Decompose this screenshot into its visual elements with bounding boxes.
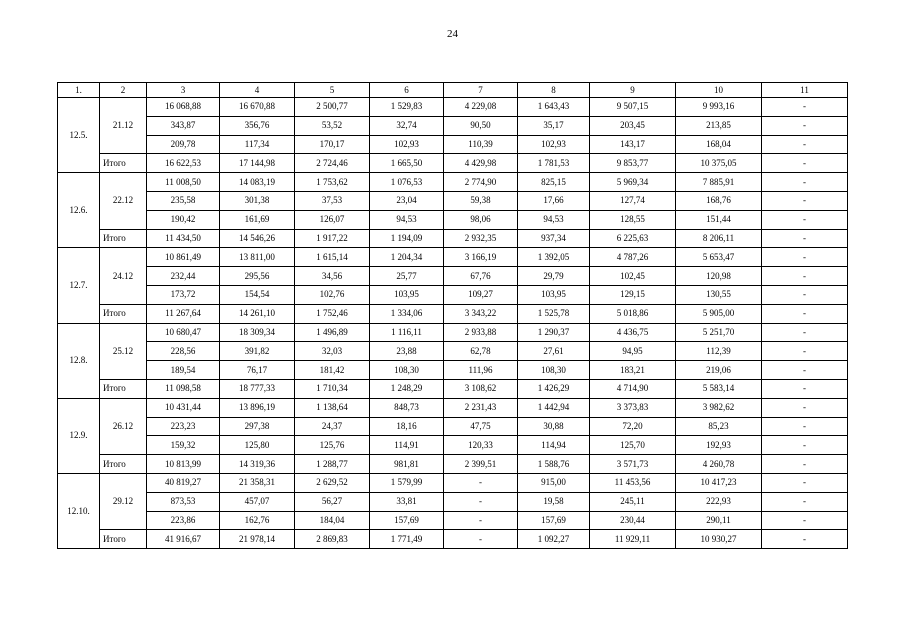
value-cell: 23,04 (370, 191, 444, 210)
value-cell: 1 194,09 (370, 229, 444, 248)
total-label-cell: Итого (100, 530, 147, 549)
value-cell: 90,50 (444, 116, 518, 135)
value-cell: 223,86 (147, 511, 220, 530)
value-cell: 9 993,16 (676, 98, 762, 117)
table-row (58, 135, 848, 154)
value-cell: 3 108,62 (444, 379, 518, 398)
date-cell: 24.12 (100, 248, 147, 304)
value-cell: 1 392,05 (518, 248, 590, 267)
value-cell: 16 068,88 (147, 98, 220, 117)
value-cell: 4 714,90 (590, 379, 676, 398)
value-cell: 111,96 (444, 361, 518, 380)
value-cell: 1 753,62 (295, 173, 370, 192)
item-number-cell: 12.10. (58, 473, 100, 548)
value-cell: 14 546,26 (220, 229, 295, 248)
column-header: 5 (295, 83, 370, 98)
date-cell: 26.12 (100, 398, 147, 454)
value-cell: 7 885,91 (676, 173, 762, 192)
value-cell: 103,95 (518, 285, 590, 304)
value-cell: 125,70 (590, 436, 676, 455)
value-cell: 10 930,27 (676, 530, 762, 549)
value-cell: 127,74 (590, 191, 676, 210)
column-header: 1. (58, 83, 100, 98)
date-cell: 22.12 (100, 173, 147, 229)
value-cell: - (762, 530, 848, 549)
page-number: 24 (447, 28, 458, 40)
value-cell: 184,04 (295, 511, 370, 530)
value-cell: 143,17 (590, 135, 676, 154)
value-cell: 108,30 (518, 361, 590, 380)
value-cell: 1 588,76 (518, 455, 590, 474)
value-cell: - (444, 473, 518, 492)
value-cell: 11 098,58 (147, 379, 220, 398)
value-cell: 14 319,36 (220, 455, 295, 474)
total-label-cell: Итого (100, 229, 147, 248)
value-cell: 5 251,70 (676, 323, 762, 342)
value-cell: 102,93 (370, 135, 444, 154)
column-header: 7 (444, 83, 518, 98)
value-cell: 114,94 (518, 436, 590, 455)
value-cell: 9 507,15 (590, 98, 676, 117)
column-header: 10 (676, 83, 762, 98)
value-cell: 192,93 (676, 436, 762, 455)
value-cell: 16 670,88 (220, 98, 295, 117)
value-cell: 1 290,37 (518, 323, 590, 342)
value-cell: - (762, 473, 848, 492)
value-cell: 23,88 (370, 342, 444, 361)
value-cell: 125,76 (295, 436, 370, 455)
value-cell: 94,53 (518, 210, 590, 229)
value-cell: 5 653,47 (676, 248, 762, 267)
value-cell: 1 529,83 (370, 98, 444, 117)
value-cell: 5 905,00 (676, 304, 762, 323)
value-cell: 1 525,78 (518, 304, 590, 323)
value-cell: 213,85 (676, 116, 762, 135)
value-cell: 41 916,67 (147, 530, 220, 549)
value-cell: 21 358,31 (220, 473, 295, 492)
value-cell: 67,76 (444, 267, 518, 286)
table-header-row (58, 83, 848, 98)
value-cell: 108,30 (370, 361, 444, 380)
value-cell: 848,73 (370, 398, 444, 417)
value-cell: 2 231,43 (444, 398, 518, 417)
value-cell: 2 629,52 (295, 473, 370, 492)
value-cell: 232,44 (147, 267, 220, 286)
table-row (58, 342, 848, 361)
value-cell: - (762, 379, 848, 398)
value-cell: 27,61 (518, 342, 590, 361)
total-label-cell: Итого (100, 304, 147, 323)
value-cell: 112,39 (676, 342, 762, 361)
value-cell: 109,27 (444, 285, 518, 304)
value-cell: 13 811,00 (220, 248, 295, 267)
value-cell: 1 442,94 (518, 398, 590, 417)
value-cell: 34,56 (295, 267, 370, 286)
value-cell: 3 571,73 (590, 455, 676, 474)
value-cell: 222,93 (676, 492, 762, 511)
value-cell: - (762, 417, 848, 436)
value-cell: 13 896,19 (220, 398, 295, 417)
value-cell: 6 225,63 (590, 229, 676, 248)
value-cell: 981,81 (370, 455, 444, 474)
value-cell: 30,88 (518, 417, 590, 436)
value-cell: 16 622,53 (147, 154, 220, 173)
value-cell: 825,15 (518, 173, 590, 192)
value-cell: 10 680,47 (147, 323, 220, 342)
value-cell: 94,53 (370, 210, 444, 229)
value-cell: - (762, 154, 848, 173)
value-cell: 56,27 (295, 492, 370, 511)
value-cell: 228,56 (147, 342, 220, 361)
value-cell: 3 982,62 (676, 398, 762, 417)
value-cell: 11 434,50 (147, 229, 220, 248)
value-cell: 1 665,50 (370, 154, 444, 173)
value-cell: 72,20 (590, 417, 676, 436)
value-cell: 18 309,34 (220, 323, 295, 342)
value-cell: - (762, 135, 848, 154)
value-cell: 110,39 (444, 135, 518, 154)
value-cell: 5 969,34 (590, 173, 676, 192)
value-cell: 126,07 (295, 210, 370, 229)
column-header: 6 (370, 83, 444, 98)
value-cell: 4 436,75 (590, 323, 676, 342)
table-row (58, 285, 848, 304)
value-cell: 873,53 (147, 492, 220, 511)
value-cell: 1 781,53 (518, 154, 590, 173)
value-cell: 183,21 (590, 361, 676, 380)
total-row (58, 455, 848, 474)
data-table (57, 82, 848, 549)
value-cell: 40 819,27 (147, 473, 220, 492)
item-number-cell: 12.6. (58, 173, 100, 248)
table-row (58, 511, 848, 530)
table-row (58, 323, 848, 342)
table-row (58, 417, 848, 436)
value-cell: 3 373,83 (590, 398, 676, 417)
value-cell: 1 076,53 (370, 173, 444, 192)
value-cell: 2 724,46 (295, 154, 370, 173)
total-row (58, 530, 848, 549)
value-cell: 457,07 (220, 492, 295, 511)
value-cell: 2 932,35 (444, 229, 518, 248)
table-row (58, 473, 848, 492)
value-cell: 98,06 (444, 210, 518, 229)
value-cell: 19,58 (518, 492, 590, 511)
value-cell: 1 334,06 (370, 304, 444, 323)
value-cell: - (762, 191, 848, 210)
value-cell: - (444, 530, 518, 549)
total-row (58, 229, 848, 248)
column-header: 8 (518, 83, 590, 98)
value-cell: 1 752,46 (295, 304, 370, 323)
value-cell: 102,45 (590, 267, 676, 286)
value-cell: 209,78 (147, 135, 220, 154)
value-cell: 3 343,22 (444, 304, 518, 323)
value-cell: 173,72 (147, 285, 220, 304)
value-cell: 18 777,33 (220, 379, 295, 398)
value-cell: 102,76 (295, 285, 370, 304)
value-cell: 391,82 (220, 342, 295, 361)
value-cell: 76,17 (220, 361, 295, 380)
total-row (58, 154, 848, 173)
value-cell: 94,95 (590, 342, 676, 361)
table-row (58, 98, 848, 117)
column-header: 9 (590, 83, 676, 98)
date-cell: 25.12 (100, 323, 147, 379)
value-cell: 11 008,50 (147, 173, 220, 192)
value-cell: 189,54 (147, 361, 220, 380)
value-cell: 32,03 (295, 342, 370, 361)
value-cell: 117,34 (220, 135, 295, 154)
column-header: 2 (100, 83, 147, 98)
table-row (58, 248, 848, 267)
value-cell: 157,69 (518, 511, 590, 530)
value-cell: 17,66 (518, 191, 590, 210)
table-row (58, 210, 848, 229)
value-cell: 11 929,11 (590, 530, 676, 549)
table-row (58, 267, 848, 286)
value-cell: 161,69 (220, 210, 295, 229)
value-cell: 62,78 (444, 342, 518, 361)
table-row (58, 361, 848, 380)
value-cell: 290,11 (676, 511, 762, 530)
value-cell: 181,42 (295, 361, 370, 380)
total-label-cell: Итого (100, 154, 147, 173)
value-cell: 245,11 (590, 492, 676, 511)
value-cell: 10 375,05 (676, 154, 762, 173)
value-cell: 11 267,64 (147, 304, 220, 323)
value-cell: 32,74 (370, 116, 444, 135)
value-cell: - (762, 98, 848, 117)
value-cell: 1 138,64 (295, 398, 370, 417)
item-number-cell: 12.8. (58, 323, 100, 398)
value-cell: - (762, 492, 848, 511)
value-cell: 1 116,11 (370, 323, 444, 342)
value-cell: - (762, 248, 848, 267)
value-cell: 343,87 (147, 116, 220, 135)
value-cell: 203,45 (590, 116, 676, 135)
value-cell: 301,38 (220, 191, 295, 210)
value-cell: 114,91 (370, 436, 444, 455)
value-cell: - (762, 342, 848, 361)
value-cell: 1 771,49 (370, 530, 444, 549)
item-number-cell: 12.9. (58, 398, 100, 473)
value-cell: 2 399,51 (444, 455, 518, 474)
table-row (58, 116, 848, 135)
table-row (58, 436, 848, 455)
value-cell: 2 500,77 (295, 98, 370, 117)
value-cell: - (762, 361, 848, 380)
value-cell: 59,38 (444, 191, 518, 210)
value-cell: 53,52 (295, 116, 370, 135)
date-cell: 21.12 (100, 98, 147, 154)
value-cell: 130,55 (676, 285, 762, 304)
value-cell: - (762, 173, 848, 192)
value-cell: 1 615,14 (295, 248, 370, 267)
value-cell: - (762, 436, 848, 455)
value-cell: 1 496,89 (295, 323, 370, 342)
column-header: 11 (762, 83, 848, 98)
value-cell: 190,42 (147, 210, 220, 229)
value-cell: 25,77 (370, 267, 444, 286)
value-cell: 1 092,27 (518, 530, 590, 549)
value-cell: 1 248,29 (370, 379, 444, 398)
value-cell: 170,17 (295, 135, 370, 154)
table-row (58, 492, 848, 511)
value-cell: - (762, 285, 848, 304)
value-cell: 297,38 (220, 417, 295, 436)
value-cell: 356,76 (220, 116, 295, 135)
value-cell: 103,95 (370, 285, 444, 304)
value-cell: 219,06 (676, 361, 762, 380)
value-cell: 230,44 (590, 511, 676, 530)
value-cell: - (762, 304, 848, 323)
value-cell: 295,56 (220, 267, 295, 286)
table-row (58, 191, 848, 210)
value-cell: - (762, 511, 848, 530)
value-cell: 168,76 (676, 191, 762, 210)
value-cell: 1 579,99 (370, 473, 444, 492)
value-cell: - (444, 511, 518, 530)
value-cell: 120,33 (444, 436, 518, 455)
table-row (58, 173, 848, 192)
value-cell: 10 861,49 (147, 248, 220, 267)
value-cell: 1 426,29 (518, 379, 590, 398)
item-number-cell: 12.5. (58, 98, 100, 173)
total-row (58, 379, 848, 398)
value-cell: 10 431,44 (147, 398, 220, 417)
total-label-cell: Итого (100, 455, 147, 474)
value-cell: 2 933,88 (444, 323, 518, 342)
value-cell: 10 417,23 (676, 473, 762, 492)
value-cell: 125,80 (220, 436, 295, 455)
value-cell: 1 643,43 (518, 98, 590, 117)
value-cell: 129,15 (590, 285, 676, 304)
value-cell: 2 869,83 (295, 530, 370, 549)
value-cell: - (762, 267, 848, 286)
value-cell: 1 204,34 (370, 248, 444, 267)
value-cell: 35,17 (518, 116, 590, 135)
value-cell: 159,32 (147, 436, 220, 455)
value-cell: 1 710,34 (295, 379, 370, 398)
table-row (58, 398, 848, 417)
value-cell: 24,37 (295, 417, 370, 436)
value-cell: 120,98 (676, 267, 762, 286)
value-cell: 17 144,98 (220, 154, 295, 173)
value-cell: 235,58 (147, 191, 220, 210)
value-cell: 162,76 (220, 511, 295, 530)
date-cell: 29.12 (100, 473, 147, 529)
value-cell: 5 018,86 (590, 304, 676, 323)
value-cell: 21 978,14 (220, 530, 295, 549)
value-cell: - (762, 323, 848, 342)
value-cell: 128,55 (590, 210, 676, 229)
value-cell: 151,44 (676, 210, 762, 229)
value-cell: 1 288,77 (295, 455, 370, 474)
value-cell: - (762, 455, 848, 474)
value-cell: - (762, 398, 848, 417)
value-cell: 223,23 (147, 417, 220, 436)
value-cell: 10 813,99 (147, 455, 220, 474)
value-cell: 29,79 (518, 267, 590, 286)
value-cell: 37,53 (295, 191, 370, 210)
value-cell: 4 260,78 (676, 455, 762, 474)
value-cell: 2 774,90 (444, 173, 518, 192)
value-cell: 102,93 (518, 135, 590, 154)
value-cell: 4 429,98 (444, 154, 518, 173)
value-cell: 14 261,10 (220, 304, 295, 323)
value-cell: 85,23 (676, 417, 762, 436)
value-cell: 8 206,11 (676, 229, 762, 248)
item-number-cell: 12.7. (58, 248, 100, 323)
value-cell: - (762, 210, 848, 229)
value-cell: 4 787,26 (590, 248, 676, 267)
value-cell: 937,34 (518, 229, 590, 248)
total-row (58, 304, 848, 323)
value-cell: 9 853,77 (590, 154, 676, 173)
value-cell: 5 583,14 (676, 379, 762, 398)
value-cell: 154,54 (220, 285, 295, 304)
value-cell: 18,16 (370, 417, 444, 436)
value-cell: 3 166,19 (444, 248, 518, 267)
value-cell: 1 917,22 (295, 229, 370, 248)
value-cell: 168,04 (676, 135, 762, 154)
value-cell: 157,69 (370, 511, 444, 530)
value-cell: 33,81 (370, 492, 444, 511)
column-header: 4 (220, 83, 295, 98)
value-cell: 11 453,56 (590, 473, 676, 492)
value-cell: - (762, 229, 848, 248)
value-cell: 4 229,08 (444, 98, 518, 117)
total-label-cell: Итого (100, 379, 147, 398)
value-cell: 47,75 (444, 417, 518, 436)
value-cell: 915,00 (518, 473, 590, 492)
value-cell: - (762, 116, 848, 135)
value-cell: - (444, 492, 518, 511)
value-cell: 14 083,19 (220, 173, 295, 192)
column-header: 3 (147, 83, 220, 98)
